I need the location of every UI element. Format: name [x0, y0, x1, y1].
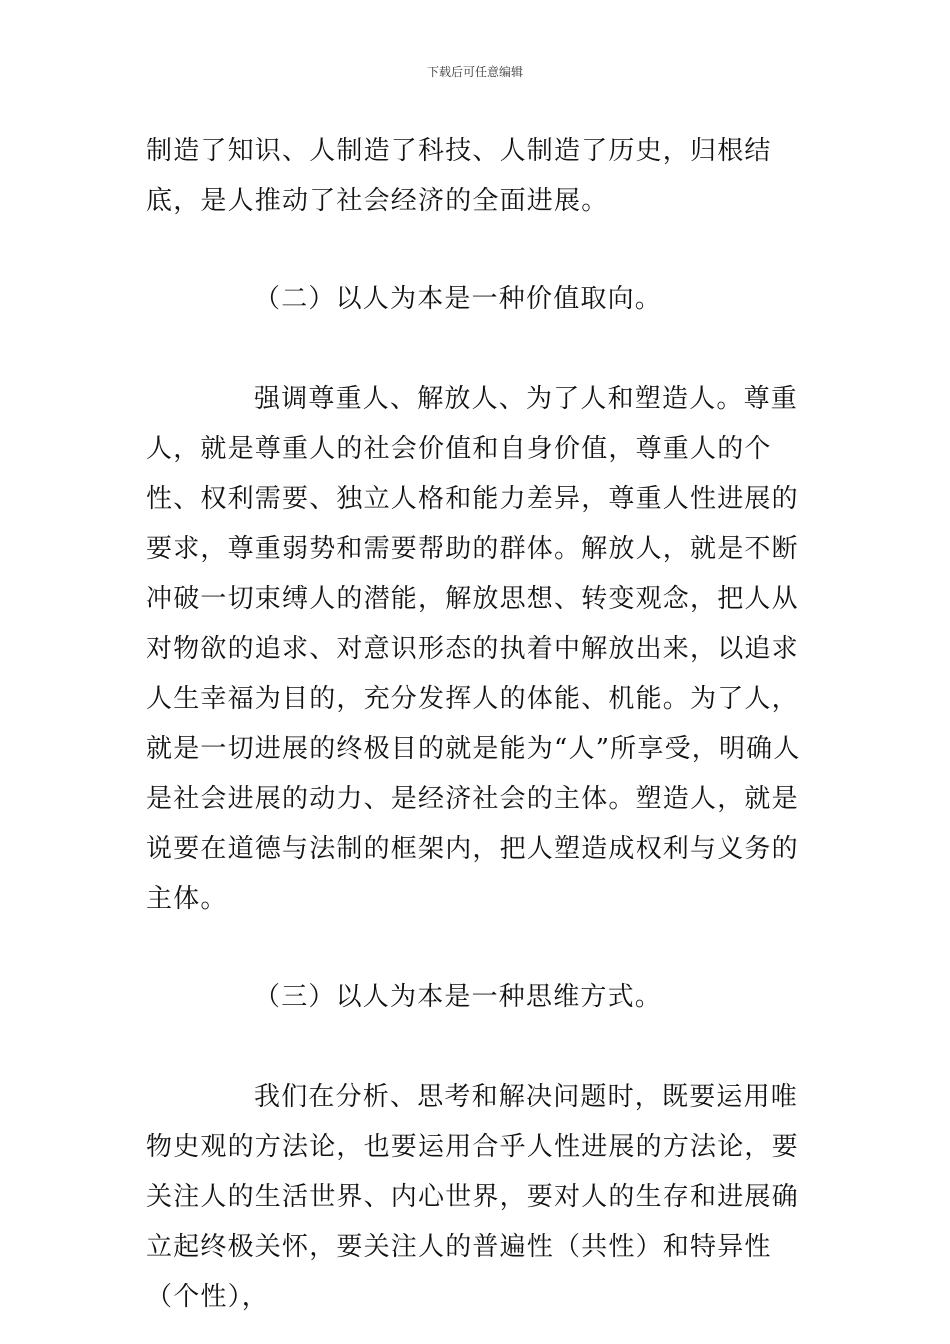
paragraph-continuation: 制造了知识、人制造了科技、人制造了历史，归根结底，是人推动了社会经济的全面进展。: [146, 136, 772, 216]
page-header: 下载后可任意编辑: [426, 65, 523, 79]
paragraph-value-orientation: 强调尊重人、解放人、为了人和塑造人。尊重人，就是尊重人的社会价值和自身价值，尊重人的个性、权利需要、独立人格和能力差异，尊重人性进展的要求，尊重弱势和需要帮助的群体。解放人，就是不断冲破一切束缚人的潜能，解放思想、转变观念，把人从对物欲的追求、对意识形态的执着中解放出来，以追求人生幸福为目的，充分发挥人的体能、机能。为了人，就是一切进展的终极目的就是能为“人”所享受，明确人是社会进展的动力、是经济社会的主体。塑造人，就是说要在道德与法制的框架内，把人塑造成权利与义务的主体。: [146, 384, 801, 914]
document-body: [146, 126, 818, 1322]
section-heading-2: （二）以人为本是一种价值取向。: [254, 284, 663, 314]
section-heading-3: （三）以人为本是一种思维方式。: [254, 982, 663, 1012]
paragraph-thinking-method: 我们在分析、思考和解决问题时，既要运用唯物史观的方法论，也要运用合乎人性进展的方法论，要关注人的生活世界、内心世界，要对人的生存和进展确立起终极关怀，要关注人的普遍性（共性）和特异性（个性），: [146, 1082, 799, 1312]
